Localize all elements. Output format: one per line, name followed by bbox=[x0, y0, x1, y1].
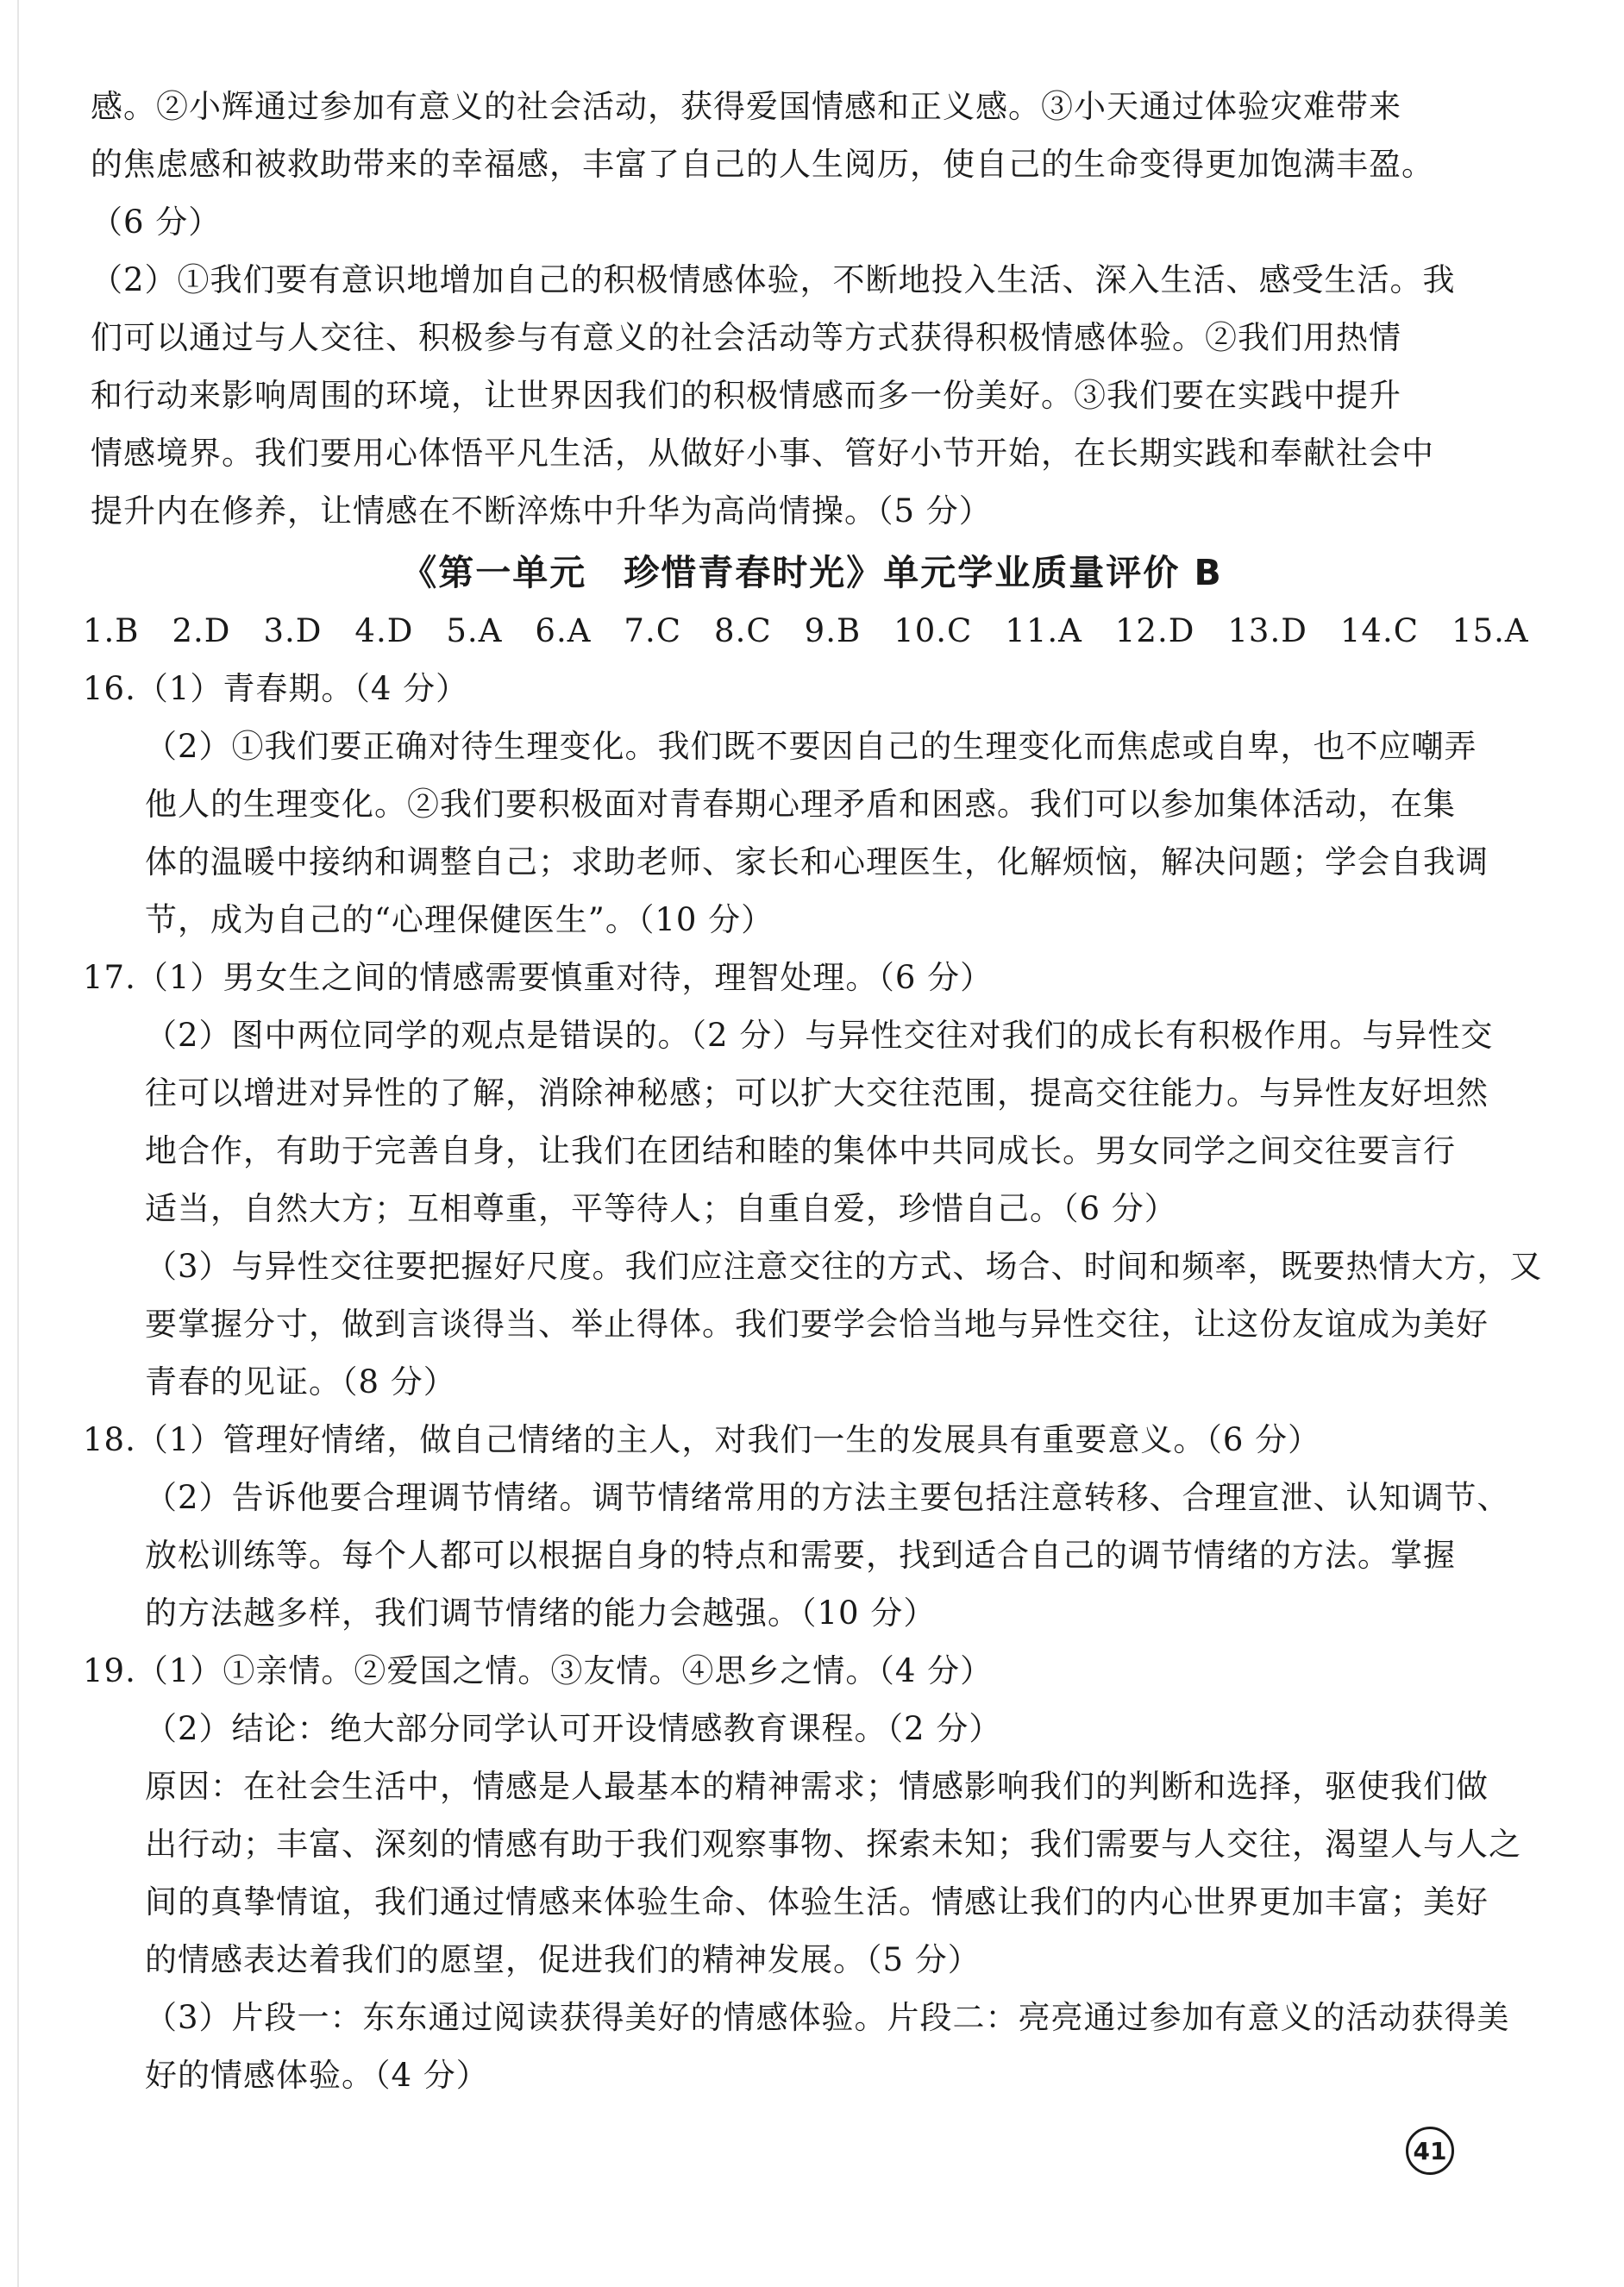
text-line: 们可以通过与人交往、积极参与有意义的社会活动等方式获得积极情感体验。②我们用热情 bbox=[91, 319, 1401, 356]
q16-line: （2）①我们要正确对待生理变化。我们既不要因自己的生理变化而焦虑或自卑，也不应嘲弄 bbox=[145, 728, 1477, 765]
text-line: （6 分） bbox=[91, 204, 222, 241]
q19-line: 原因：在社会生活中，情感是人最基本的精神需求；情感影响我们的判断和选择，驱使我们做 bbox=[145, 1768, 1489, 1805]
text-line: 的焦虑感和被救助带来的幸福感，丰富了自己的人生阅历，使自己的生命变得更加饱满丰盈。 bbox=[91, 146, 1434, 183]
q17-line: 地合作，有助于完善自身，让我们在团结和睦的集体中共同成长。男女同学之间交往要言行 bbox=[145, 1132, 1456, 1169]
text-line: 和行动来影响周围的环境，让世界因我们的积极情感而多一份美好。③我们要在实践中提升 bbox=[91, 377, 1401, 414]
q17-line: （2）图中两位同学的观点是错误的。（2 分）与异性交往对我们的成长有积极作用。与异性交 bbox=[145, 1017, 1494, 1054]
section-title: 《第一单元 珍惜青春时光》单元学业质量评价 B bbox=[401, 552, 1223, 593]
text-line: （2）①我们要有意识地增加自己的积极情感体验，不断地投入生活、深入生活、感受生活。我 bbox=[91, 261, 1456, 298]
q18-line: （2）告诉他要合理调节情绪。调节情绪常用的方法主要包括注意转移、合理宣泄、认知调节、 bbox=[145, 1479, 1510, 1516]
q16-line: 节，成为自己的“心理保健医生”。（10 分） bbox=[145, 901, 774, 938]
text-line: 情感境界。我们要用心体悟平凡生活，从做好小事、管好小节开始，在长期实践和奉献社会中 bbox=[91, 435, 1434, 472]
choice-answers: 1.B 2.D 3.D 4.D 5.A 6.A 7.C 8.C 9.B 10.C 11.A 12.D 13.D 14.C 15.A bbox=[83, 612, 1529, 649]
q19-line: 间的真挚情谊，我们通过情感来体验生命、体验生活。情感让我们的内心世界更加丰富；美好 bbox=[145, 1883, 1489, 1920]
q17-line: 往可以增进对异性的了解，消除神秘感；可以扩大交往范围，提高交往能力。与异性友好坦然 bbox=[145, 1075, 1489, 1112]
q17-line: 17.（1）男女生之间的情感需要慎重对待，理智处理。（6 分） bbox=[83, 959, 994, 996]
q17-line: 适当，自然大方；互相尊重，平等待人；自重自爱，珍惜自己。（6 分） bbox=[145, 1190, 1177, 1227]
page-number: 41 bbox=[1406, 2127, 1454, 2175]
q16-line: 体的温暖中接纳和调整自己；求助老师、家长和心理医生，化解烦恼，解决问题；学会自我调 bbox=[145, 843, 1489, 880]
text-line: 感。②小辉通过参加有意义的社会活动，获得爱国情感和正义感。③小天通过体验灾难带来 bbox=[91, 88, 1401, 125]
q16-line: 他人的生理变化。②我们要积极面对青春期心理矛盾和困惑。我们可以参加集体活动，在集 bbox=[145, 786, 1456, 823]
q16-line: 16.（1）青春期。（4 分） bbox=[83, 670, 469, 707]
page-edge-line bbox=[17, 0, 19, 2287]
q19-line: （2）结论：绝大部分同学认可开设情感教育课程。（2 分） bbox=[145, 1710, 1002, 1747]
q19-line: （3）片段一：东东通过阅读获得美好的情感体验。片段二：亮亮通过参加有意义的活动获得美 bbox=[145, 1999, 1510, 2036]
q19-line: 的情感表达着我们的愿望，促进我们的精神发展。（5 分） bbox=[145, 1941, 981, 1978]
q19-line: 出行动；丰富、深刻的情感有助于我们观察事物、探索未知；我们需要与人交往，渴望人与人之 bbox=[145, 1826, 1521, 1863]
q18-line: 18.（1）管理好情绪，做自己情绪的主人，对我们一生的发展具有重要意义。（6 分） bbox=[83, 1421, 1321, 1458]
q18-line: 放松训练等。每个人都可以根据自身的特点和需要，找到适合自己的调节情绪的方法。掌握 bbox=[145, 1537, 1456, 1574]
q17-line: 要掌握分寸，做到言谈得当、举止得体。我们要学会恰当地与异性交往，让这份友谊成为美好 bbox=[145, 1306, 1489, 1343]
text-line: 提升内在修养，让情感在不断淬炼中升华为高尚情操。（5 分） bbox=[91, 492, 992, 529]
q17-line: （3）与异性交往要把握好尺度。我们应注意交往的方式、场合、时间和频率，既要热情大方，又 bbox=[145, 1248, 1543, 1285]
q18-line: 的方法越多样，我们调节情绪的能力会越强。（10 分） bbox=[145, 1595, 937, 1632]
q19-line: 好的情感体验。（4 分） bbox=[145, 2057, 489, 2094]
q19-line: 19.（1）①亲情。②爱国之情。③友情。④思乡之情。（4 分） bbox=[83, 1652, 994, 1689]
q17-line: 青春的见证。（8 分） bbox=[145, 1363, 456, 1400]
